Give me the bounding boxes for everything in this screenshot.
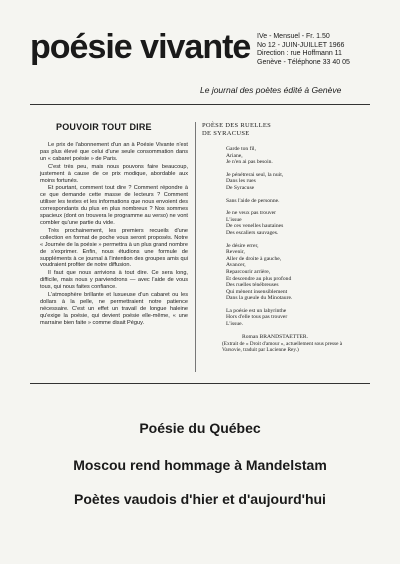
editorial-paragraph: Très prochainement, les premiers recueils d'une collection en format de poche vous seront proposés. Notre « Journée de la poésie » permettra à un plus grand nombre de s'exprimer. Enfin, nous étudions une formule de suppléments à ce journal à l'intention des groupes amis qui voudraient profiter de notre diffusion.	[40, 227, 188, 269]
poem-stanza	[226, 198, 362, 205]
poem-stanza	[226, 243, 362, 302]
editorial-paragraph: L'atmosphère brillante et luxueuse d'un cabaret ou les dollars à la pelle, ne permettraient notre patience nécessaire. C'est un effet un travail de longue haleine qu'exige la poésie, qui devient poésie elle-même, « une marraine bien faite » comme disait Péguy.	[40, 292, 188, 326]
poem-title	[202, 122, 362, 138]
middle-divider	[30, 383, 370, 384]
issue-line: No 12 - JUIN-JUILLET 1966	[257, 41, 345, 49]
poem-line: De ces venelles hautaines	[226, 223, 284, 230]
poem-note: (Extrait de « Droit d'amour », actuellement sous presse à Varsovie, traduit par Lucienne Rey.)	[222, 340, 343, 354]
poem-stanza	[226, 210, 362, 236]
poem-line: Garde ton fil,	[226, 146, 256, 152]
headline-vaudois: Poètes vaudois d'hier et d'aujourd'hui	[74, 491, 326, 507]
poem-stanza	[226, 172, 362, 192]
poem-line: Avancer,	[226, 262, 246, 269]
headline-quebec: Poésie du Québec	[139, 420, 261, 436]
poem-body	[202, 146, 362, 328]
poem-line: L'issue.	[226, 321, 244, 328]
poem-author: Roman BRANDSTAETTER.	[242, 333, 309, 340]
editorial-paragraph: Il faut que nous arrivions à tout dire. Ce sera long, difficile, mais nous y parviendrons — avec l'aide de vous tous, qui nous faites confiance.	[40, 270, 188, 291]
poem-line: De Syracuse	[226, 184, 255, 191]
poem-line: Et descendre au plus profond	[226, 275, 292, 282]
poem-line: L'issue	[226, 216, 242, 223]
editorial-paragraph: C'est très peu, mais nous pouvons faire beaucoup, justement à cause de ce prix modique, abordable aux moins fortunés.	[40, 163, 188, 184]
poem-line: La poésie est un labyrinthe	[226, 307, 287, 314]
poem-line: Des ruelles ténébreuses	[226, 282, 279, 289]
editorial-column	[40, 122, 188, 328]
issue-line: IVe - Mensuel - Fr. 1.50	[257, 33, 330, 40]
issue-line: Direction : rue Hoffmann 11	[257, 50, 342, 58]
poem-line: Des escaliers sauvages.	[226, 229, 279, 236]
masthead-title: poésie vivante	[30, 28, 251, 66]
poem-line: Reparcourir arrière,	[226, 268, 271, 275]
poem-line: Je pénétrerai seul, la nuit,	[226, 171, 284, 178]
poem-line: Dans la gueule du Minotaure.	[226, 295, 293, 302]
editorial-title: POUVOIR TOUT DIRE	[56, 122, 152, 132]
issue-info	[257, 33, 350, 67]
poem-stanza	[226, 308, 362, 328]
poem-line: Qui mènent insensiblement	[226, 288, 288, 295]
issue-line: Genève - Téléphone 33 40 05	[257, 58, 350, 66]
poem-line: Aller de droite à gauche,	[226, 255, 282, 262]
poem-line: Je désire errer,	[226, 242, 259, 249]
poem-line: Sans l'aide de personne.	[226, 197, 280, 204]
headline-mandelstam: Moscou rend hommage à Mandelstam	[73, 457, 327, 473]
poem-line: Dans les rues	[226, 178, 256, 185]
poem-line: Ariane,	[226, 152, 243, 159]
poem-line: Je n'en ai pas besoin.	[226, 159, 273, 166]
editorial-paragraph: Le prix de l'abonnement d'un an à Poésie Vivante n'est pas plus élevé que celui d'une seule consommation dans un « cabaret poésie » de Paris.	[40, 142, 188, 162]
tagline: Le journal des poètes édité à Genève	[200, 85, 342, 95]
column-divider	[195, 122, 196, 372]
poem-column	[202, 122, 362, 354]
poem-title-line: DE SYRACUSE	[202, 130, 250, 137]
top-divider	[30, 104, 370, 105]
poem-stanza	[226, 146, 362, 166]
poem-line: Je ne veux pas trouver	[226, 210, 277, 217]
poem-title-line: POÈSE DES RUELLES	[202, 122, 272, 129]
poem-line: Revenir,	[226, 249, 245, 256]
poem-line: Hors d'elle tous pas trouver	[226, 314, 288, 321]
editorial-paragraph: Et pourtant, comment tout dire ? Comment répondre à ce que demande cette masse de lecteurs ? Comment utiliser les textes et les informations que nous envoient des correspondants du plus en plus nombreux ? Nos sommes spacieux (dont on trouvera le programme au verso) ne vont combler qu'une partie du vide.	[40, 185, 188, 226]
